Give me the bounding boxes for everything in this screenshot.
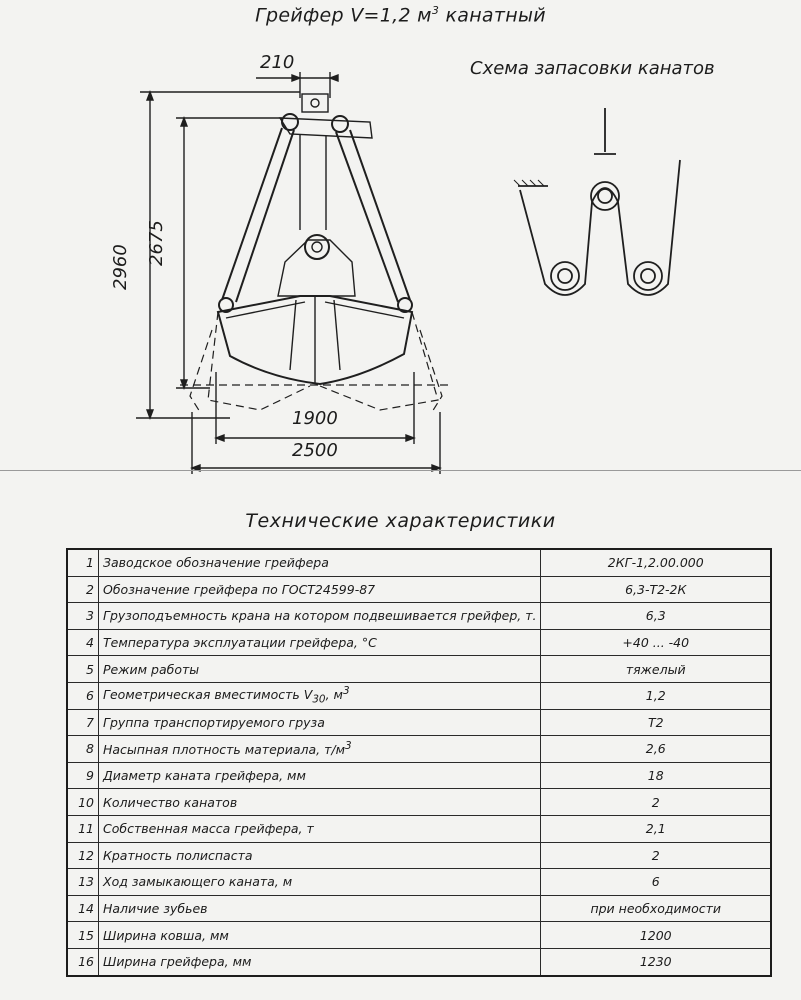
spec-row [67,895,771,922]
spec-row-number: 6 [67,682,99,709]
spec-row [67,815,771,842]
spec-row [67,682,771,709]
spec-row [67,603,771,630]
spec-row-number: 15 [67,922,99,949]
spec-row-number: 13 [67,869,99,896]
spec-row-number: 9 [67,762,99,789]
spec-row-value: 1,2 [541,682,771,709]
spec-row-value: тяжелый [541,656,771,683]
spec-row-parameter: Насыпная плотность материала, $т/м^3$ [99,736,541,763]
spec-row-number: 8 [67,736,99,763]
spec-row-number: 1 [67,549,99,576]
spec-row-parameter: Количество канатов [99,789,541,816]
rope-scheme-title: Схема запасовки канатов [470,58,715,79]
dim-open-width: 2500 [292,440,338,461]
specs-title: Технические характеристики [245,510,556,532]
spec-row-parameter: Наличие зубьев [99,895,541,922]
spec-row-value: 6 [541,869,771,896]
spec-row-parameter: Ширина ковша, мм [99,922,541,949]
spec-row-value: 2 [541,842,771,869]
spec-row-number: 16 [67,948,99,975]
spec-row-value: 1200 [541,922,771,949]
spec-row-parameter: Заводское обозначение грейфера [99,549,541,576]
spec-row-value: Т2 [541,709,771,736]
spec-row-parameter: Кратность полиспаста [99,842,541,869]
spec-row [67,789,771,816]
spec-row-parameter: Собственная масса грейфера, т [99,815,541,842]
spec-row [67,762,771,789]
spec-row-value: 2КГ-1,2.00.000 [541,549,771,576]
spec-row-number: 14 [67,895,99,922]
spec-row-value: 1230 [541,948,771,975]
spec-row-parameter: Грузоподъемность крана на котором подвешивается грейфер, т. [99,603,541,630]
dim-total-height: 2960 [110,244,131,290]
spec-row-value: 2 [541,789,771,816]
spec-row-value: 6,3 [541,603,771,630]
spec-row [67,736,771,763]
spec-row [67,549,771,576]
spec-row-number: 11 [67,815,99,842]
section-divider [0,470,801,471]
spec-row [67,922,771,949]
spec-row-number: 4 [67,629,99,656]
drawing-title: Грейфер V=1,2 $м^3$ канатный [255,4,546,27]
spec-row-parameter: Ход замыкающего каната, м [99,869,541,896]
spec-row-parameter: Группа транспортируемого груза [99,709,541,736]
dim-inner-height: 2675 [146,220,167,266]
spec-row-value: 6,3-Т2-2К [541,576,771,603]
spec-row-parameter: Геометрическая вместимость $V_{30}$, $м^3$ [99,682,541,709]
spec-row [67,576,771,603]
grab-drawing [0,0,801,480]
spec-row-value: при необходимости [541,895,771,922]
spec-row-number: 2 [67,576,99,603]
dim-top-width: 210 [260,52,295,73]
spec-row-value: 2,6 [541,736,771,763]
spec-row [67,656,771,683]
spec-row-value: 2,1 [541,815,771,842]
spec-row-parameter: Диаметр каната грейфера, мм [99,762,541,789]
spec-row-parameter: Режим работы [99,656,541,683]
spec-row-number: 5 [67,656,99,683]
spec-row-number: 10 [67,789,99,816]
spec-row [67,842,771,869]
spec-row [67,948,771,975]
spec-row-parameter: Ширина грейфера, мм [99,948,541,975]
spec-row-number: 3 [67,603,99,630]
spec-row-parameter: Обозначение грейфера по ГОСТ24599-87 [99,576,541,603]
spec-row-number: 7 [67,709,99,736]
specs-table [66,548,772,977]
rope-scheme [514,108,680,295]
spec-row [67,869,771,896]
spec-row [67,629,771,656]
dim-jaw-width: 1900 [292,408,338,429]
spec-row-value: +40 ... -40 [541,629,771,656]
spec-row-value: 18 [541,762,771,789]
spec-row-parameter: Температура эксплуатации грейфера, °С [99,629,541,656]
spec-row-number: 12 [67,842,99,869]
spec-row [67,709,771,736]
